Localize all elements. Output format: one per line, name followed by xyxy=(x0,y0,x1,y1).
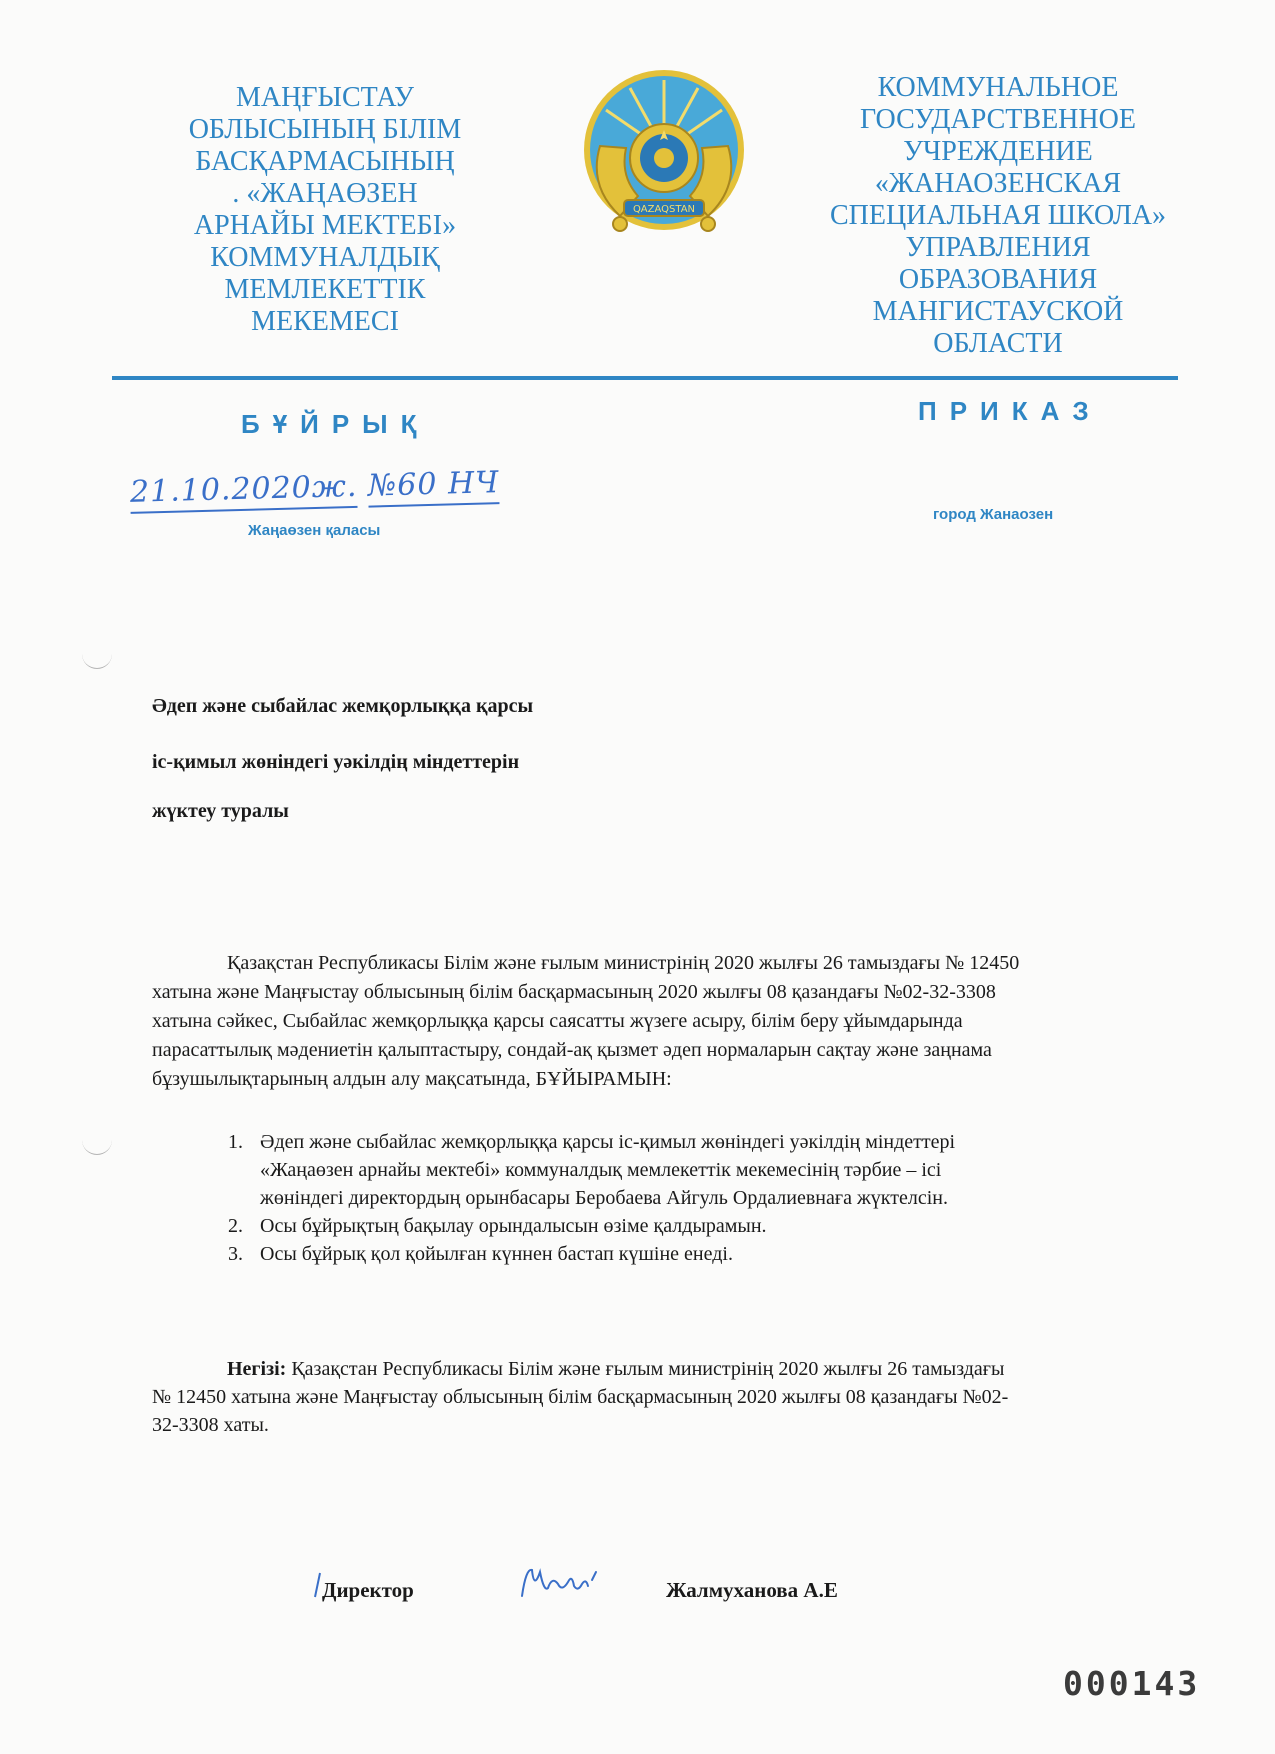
signature-name: Жалмуханова А.Е xyxy=(666,1578,838,1602)
body-line: парасаттылық мәдениетін қалыптастыру, сондай-ақ қызмет әдеп нормаларын сақтау және заңнама xyxy=(152,1039,992,1061)
pen-tick-mark xyxy=(312,1572,322,1598)
list-item-number: 1. xyxy=(228,1131,243,1153)
order-list-item xyxy=(228,1128,1128,1212)
header-right-line: УЧРЕЖДЕНИЕ xyxy=(903,136,1093,167)
handwritten-date: 21.10.2020ж. xyxy=(130,469,358,514)
header-left-line: ОБЛЫСЫНЫҢ БІЛІМ xyxy=(188,114,462,145)
basis-line: 32-3308 хаты. xyxy=(152,1414,269,1436)
handwritten-signature xyxy=(518,1562,610,1602)
city-ru: город Жанаозен xyxy=(933,506,1054,523)
document-title-line: жүктеу туралы xyxy=(152,800,289,822)
list-item-line: Осы бұйрықтың бақылау орындалысын өзіме қалдырамын. xyxy=(260,1215,767,1237)
handwritten-date-number xyxy=(130,465,500,510)
document-title-line: Әдеп және сыбайлас жемқорлыққа қарсы xyxy=(152,695,534,717)
emblem-label: QAZAQSTAN xyxy=(632,204,696,215)
body-line: бұзушылықтарының алдын алу мақсатында, БҰЙЫРАМЫН: xyxy=(152,1068,672,1090)
punch-hole-mark xyxy=(82,1138,112,1155)
list-item-number: 3. xyxy=(228,1243,243,1265)
header-left-line: АРНАЙЫ МЕКТЕБІ» xyxy=(193,210,457,241)
header-right-line: КОММУНАЛЬНОЕ xyxy=(877,72,1119,103)
body-paragraph xyxy=(152,949,1144,1094)
basis-label: Негізі: xyxy=(227,1358,287,1380)
handwritten-number: №60 НЧ xyxy=(367,465,499,507)
header-left-kz xyxy=(150,82,500,338)
city-kz: Жаңаөзен қаласы xyxy=(248,522,381,539)
header-right-ru xyxy=(808,72,1188,360)
header-right-line: МАНГИСТАУСКОЙ xyxy=(872,296,1124,327)
header-left-line: БАСҚАРМАСЫНЫҢ xyxy=(195,146,455,177)
header-divider xyxy=(112,376,1178,380)
doc-type-ru: ПРИКАЗ xyxy=(918,396,1102,426)
basis-line xyxy=(152,1355,1142,1383)
signature-role: Директор xyxy=(322,1578,414,1602)
order-list-item xyxy=(228,1240,1128,1268)
list-item-line: Әдеп және сыбайлас жемқорлыққа қарсы іс-қимыл жөніндегі уәкілдің міндеттері xyxy=(260,1131,956,1153)
body-line: Қазақстан Республикасы Білім және ғылым министрінің 2020 жылғы 26 тамыздағы № 12450 xyxy=(227,952,1020,974)
basis-text: Қазақстан Республикасы Білім және ғылым министрінің 2020 жылғы 26 тамыздағы xyxy=(286,1358,1005,1380)
list-item-number: 2. xyxy=(228,1215,243,1237)
header-left-line: КОММУНАЛДЫҚ xyxy=(210,242,440,273)
header-left-line: МЕКЕМЕСІ xyxy=(251,306,399,337)
body-line: хатына сәйкес, Сыбайлас жемқорлыққа қарсы саясатты жүзеге асыру, білім беру ұйымдарында xyxy=(152,1010,963,1032)
state-emblem-icon xyxy=(580,66,748,238)
body-line: хатына және Маңғыстау облысының білім басқармасының 2020 жылғы 08 қазандағы №02-32-3308 xyxy=(152,981,996,1003)
list-item-line: Осы бұйрық қол қойылған күннен бастап күшіне енеді. xyxy=(260,1243,733,1265)
document-title-line: іс-қимыл жөніндегі уәкілдің міндеттерін xyxy=(152,751,520,773)
header-right-line: ОБЛАСТИ xyxy=(933,328,1063,359)
list-item-line: «Жаңаөзен арнайы мектебі» коммуналдық мемлекеттік мекемесінің тәрбие – ісі xyxy=(260,1159,942,1181)
header-right-line: УПРАВЛЕНИЯ xyxy=(905,232,1091,263)
header-left-line: МЕМЛЕКЕТТІК xyxy=(224,274,426,305)
header-left-line: МАҢҒЫСТАУ xyxy=(236,82,414,113)
header-right-line: «ЖАНАОЗЕНСКАЯ xyxy=(874,168,1122,199)
doc-type-kz: БҰЙРЫҚ xyxy=(241,409,430,439)
header-right-line: ОБРАЗОВАНИЯ xyxy=(898,264,1098,295)
basis-line: № 12450 хатына және Маңғыстау облысының білім басқармасының 2020 жылғы 08 қазандағы №02- xyxy=(152,1386,1009,1408)
basis-paragraph xyxy=(152,1355,1142,1439)
header-right-line: ГОСУДАРСТВЕННОЕ xyxy=(860,104,1136,135)
punch-hole-mark xyxy=(82,652,112,669)
header-left-line: . «ЖАҢАӨЗЕН xyxy=(232,178,418,209)
serial-number: 000143 xyxy=(1063,1664,1201,1703)
order-list xyxy=(228,1128,1128,1268)
header-right-line: СПЕЦИАЛЬНАЯ ШКОЛА» xyxy=(829,200,1167,231)
order-list-item xyxy=(228,1212,1128,1240)
list-item-line: жөніндегі директордың орынбасары Беробаева Айгуль Ордалиевнаға жүктелсін. xyxy=(260,1187,948,1209)
